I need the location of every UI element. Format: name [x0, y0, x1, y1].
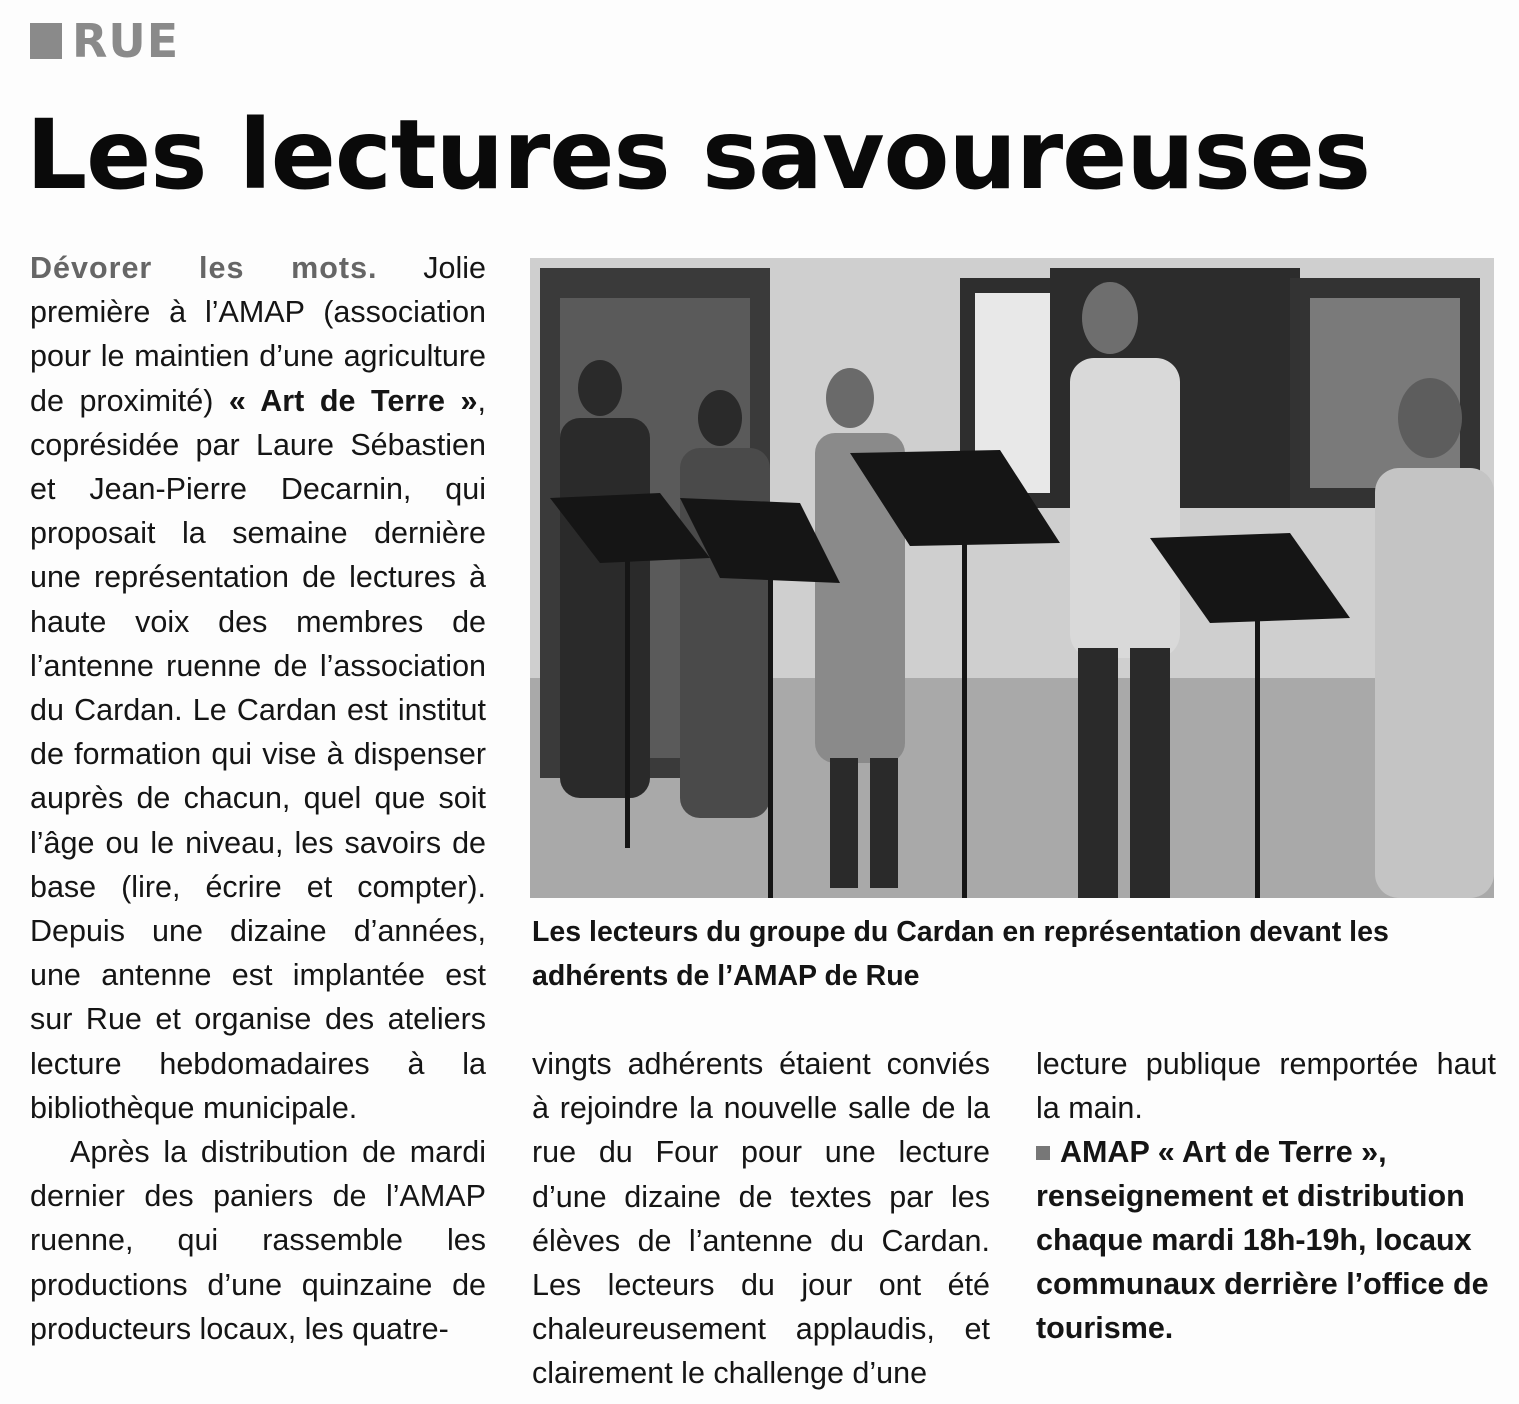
association-name: « Art de Terre » [228, 383, 478, 418]
article-headline: Les lectures savoureuses [26, 99, 1370, 211]
paragraph-2-part-1: Après la distribution de mardi dernier des paniers de l’AMAP ruenne, qui rassemble les productions d’une quinzaine de producteurs locaux, les quatre- [30, 1135, 486, 1346]
article-photo [530, 258, 1494, 898]
section-rubric [30, 14, 179, 68]
paragraph-2-part-2: vingts adhérents étaient conviés à rejoindre la nouvelle salle de la rue du Four pour une lecture d’une dizaine de textes par les élèves de l’antenne du Cardan. Les lecteurs du jour ont été chaleureusement applaudis, et clairement le challenge d’une [532, 1047, 990, 1391]
rubric-label: RUE [72, 14, 180, 68]
article-column-2 [532, 1042, 990, 1396]
paragraph-1-text-c: , coprésidée par Laure Sébastien et Jean-Pierre Decarnin, qui proposait la semaine dernière une représentation de lectures à haute voix des membres de l’antenne ruenne de l’association du Cardan. Le Cardan est institut de formation qui vise à dispenser auprès de chacun, quel que soit l’âge ou le niveau, les savoirs de base (lire, écrire et compter). Depuis une dizaine d’années, une antenne est implantée est sur Rue et organise des ateliers lecture hebdomadaires à la bibliothèque municipale. [30, 383, 486, 1125]
info-square-icon [1036, 1146, 1050, 1160]
readers-photo-illustration [530, 258, 1494, 898]
paragraph-1 [30, 246, 486, 1130]
rubric-square-icon [30, 23, 62, 59]
article-column-1 [30, 246, 486, 1351]
info-box-text: AMAP « Art de Terre », renseignement et distribution chaque mardi 18h-19h, locaux communaux derrière l’office de tourisme. [1036, 1135, 1489, 1346]
paragraph-1-text-a: Jolie première à l’AMAP (association pour le maintien d’une agriculture de proximité) [30, 251, 486, 418]
photo-caption: Les lecteurs du groupe du Cardan en représentation devant les adhérents de l’AMAP de Rue [532, 916, 1389, 992]
info-box [1036, 1130, 1496, 1350]
article-column-3 [1036, 1042, 1496, 1350]
lead-in: Dévorer les mots. [30, 251, 378, 285]
paragraph-2-part-3: lecture publique remportée haut la main. [1036, 1047, 1496, 1126]
